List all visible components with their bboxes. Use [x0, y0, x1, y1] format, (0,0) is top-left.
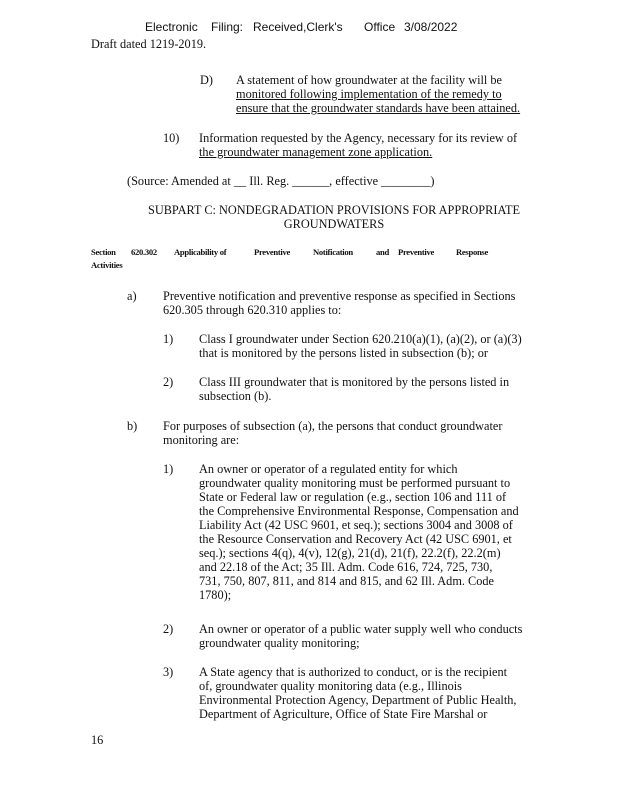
para-a-line: 620.305 through 620.310 applies to: [163, 303, 342, 317]
para-b-item1-line: 731, 750, 807, 811, and 814 and 815, and 62 Ill. Adm. Code [199, 574, 494, 588]
para-b-item1-line: seq.); sections 4(q), 4(v), 12(g), 21(d), 21(f), 22.2(f), 22.2(m) [199, 546, 501, 560]
para-b-item1-line: 1780); [199, 588, 232, 602]
para-a-item1-text [199, 332, 522, 360]
para-a-item1-line: Class I groundwater under Section 620.210(a)(1), (a)(2), or (a)(3) [199, 332, 522, 346]
para-b-line: For purposes of subsection (a), the persons that conduct groundwater [163, 419, 503, 433]
para-a-item1-label: 1) [163, 332, 174, 346]
para-b-item2-text [199, 622, 522, 650]
para-b-item3-label: 3) [163, 665, 174, 679]
para-a-item2-line: subsection (b). [199, 389, 272, 403]
para-a-item2-line: Class III groundwater that is monitored by the persons listed in [199, 375, 510, 389]
draft-date: Draft dated 1219-2019. [91, 37, 207, 51]
para-b-item1-line: State or Federal law or regulation (e.g., section 106 and 111 of [199, 490, 507, 504]
para-a-line: Preventive notification and preventive response as specified in Sections [163, 289, 516, 303]
para-b-item3-line: Environmental Protection Agency, Department of Public Health, [199, 693, 517, 707]
para-b-item1-line: the Comprehensive Environmental Response, Compensation and [199, 504, 519, 518]
item-10-line: the groundwater management zone application. [199, 145, 433, 159]
para-b-item1-line: and 22.18 of the Act; 35 Ill. Adm. Code 616, 724, 725, 730, [199, 560, 493, 574]
para-b-item1-line: Liability Act (42 USC 9601, et seq.); sections 3004 and 3008 of [199, 518, 513, 532]
para-a-label: a) [127, 289, 137, 303]
para-a-item1-line: that is monitored by the persons listed in subsection (b); or [199, 346, 488, 360]
section-word: Preventive [398, 247, 434, 257]
para-b-label: b) [127, 419, 138, 433]
para-a-item2-label: 2) [163, 375, 174, 389]
item-d-line: A statement of how groundwater at the facility will be [236, 73, 503, 87]
para-b-text [163, 419, 502, 447]
para-b-item1-line: An owner or operator of a regulated entity for which [199, 462, 458, 476]
para-b-item2-label: 2) [163, 622, 174, 636]
para-b-item2-line: groundwater quality monitoring; [199, 636, 360, 650]
para-a-text [163, 289, 515, 317]
para-b-line: monitoring are: [163, 433, 240, 447]
section-word: Notification [313, 247, 353, 257]
section-word: Response [456, 247, 488, 257]
header-filing: Filing: [211, 20, 244, 34]
item-d-text [236, 73, 520, 115]
section-word: Section [91, 247, 116, 257]
para-a-item2-text [199, 375, 509, 403]
para-b-item3-text [199, 665, 516, 721]
item-d-line: ensure that the groundwater standards have been attained. [236, 101, 521, 115]
page-number: 16 [91, 733, 104, 747]
subpart-title-line2: GROUNDWATERS [283, 217, 385, 231]
section-word: Activities [91, 260, 123, 270]
para-b-item1-label: 1) [163, 462, 174, 476]
source-line: (Source: Amended at __ Ill. Reg. ______, effective ________) [127, 174, 435, 188]
item-10-label: 10) [163, 131, 180, 145]
section-word: and [376, 247, 389, 257]
para-b-item1-text [199, 462, 519, 602]
item-10-line: Information requested by the Agency, necessary for its review of [199, 131, 518, 145]
section-word: Applicability of [174, 247, 227, 257]
header-received: Received,Clerk's [253, 20, 343, 34]
para-b-item1-line: the Resource Conservation and Recovery Act (42 USC 6901, et [199, 532, 512, 546]
subpart-title [91, 203, 577, 231]
para-b-item2-line: An owner or operator of a public water supply well who conducts [199, 622, 523, 636]
header-date: 3/08/2022 [404, 20, 458, 34]
header-office: Office [364, 20, 396, 34]
header-electronic: Electronic [145, 20, 198, 34]
subpart-title-line1: SUBPART C: NONDEGRADATION PROVISIONS FOR APPROPRIATE [147, 203, 520, 217]
item-d-label: D) [200, 73, 213, 87]
para-b-item3-line: Department of Agriculture, Office of State Fire Marshal or [199, 707, 488, 721]
para-b-item3-line: A State agency that is authorized to conduct, or is the recipient [199, 665, 508, 679]
item-d-line: monitored following implementation of the remedy to [236, 87, 502, 101]
section-word: Preventive [254, 247, 290, 257]
para-b-item3-line: of, groundwater quality monitoring data (e.g., Illinois [199, 679, 462, 693]
para-b-item1-line: groundwater quality monitoring must be performed pursuant to [199, 476, 511, 490]
section-number: 620.302 [131, 247, 157, 257]
item-10-text [199, 131, 517, 159]
